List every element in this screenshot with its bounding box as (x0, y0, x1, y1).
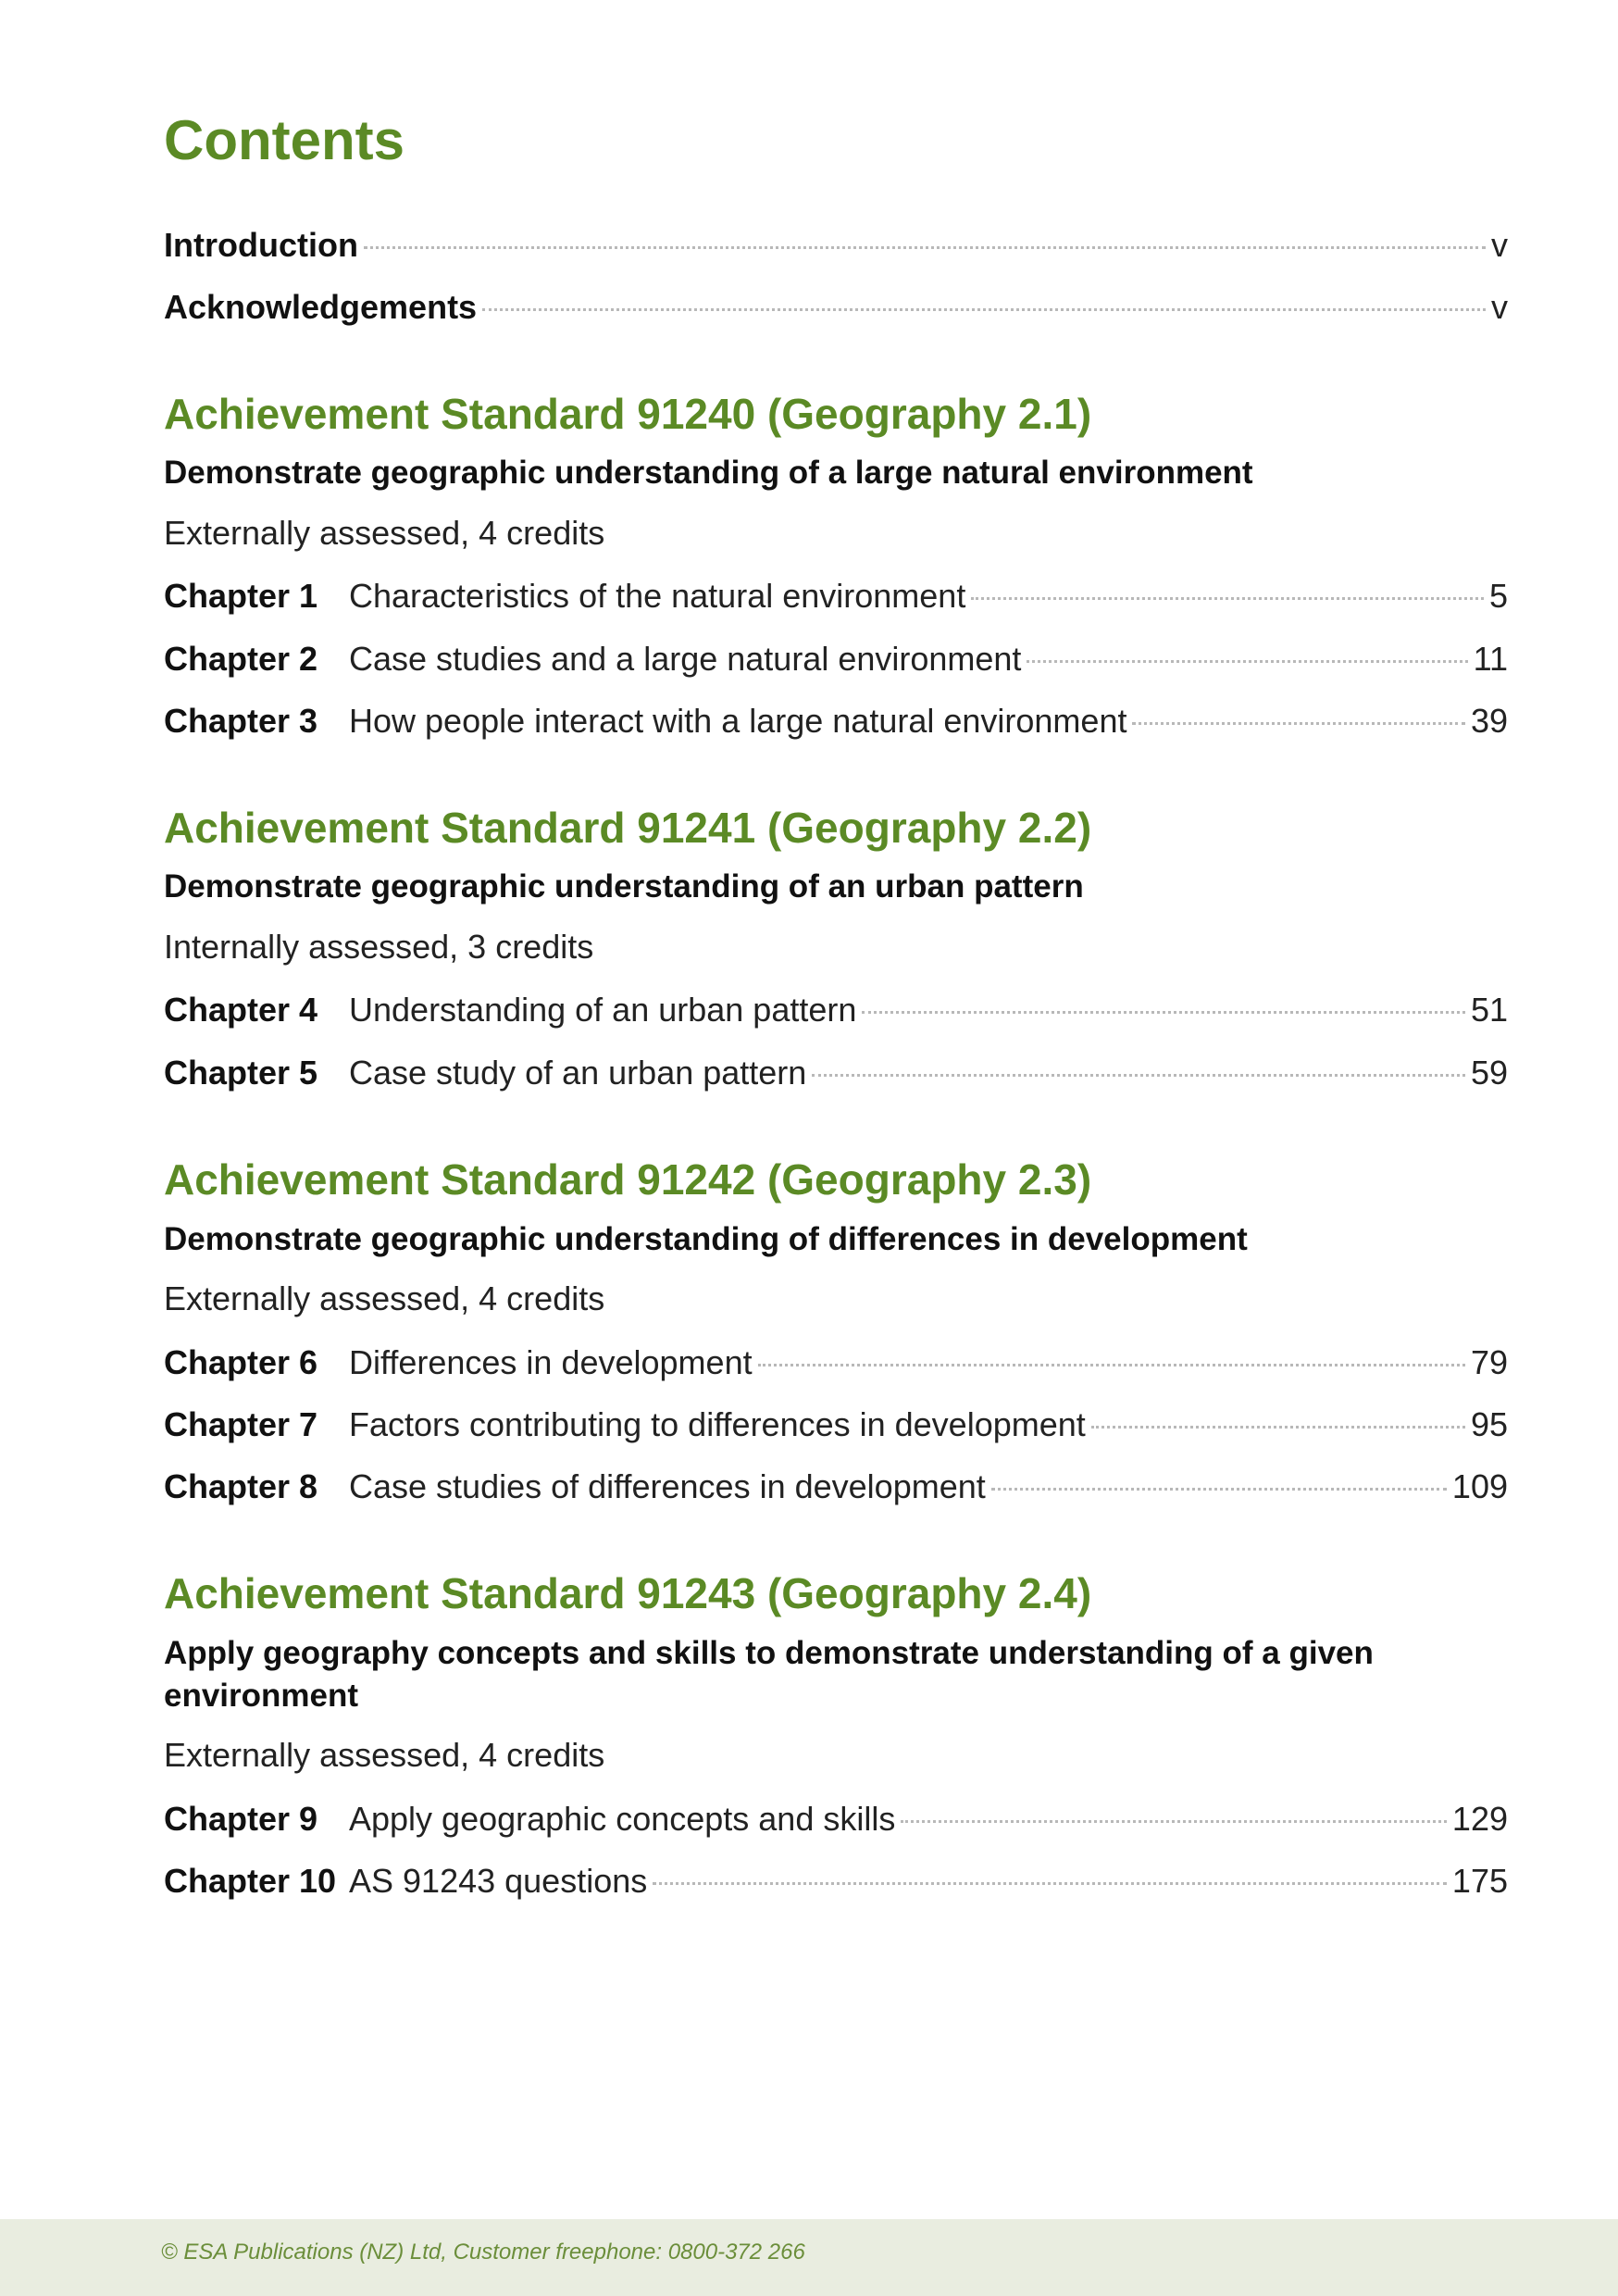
standard-subtitle: Demonstrate geographic understanding of an urban pattern (164, 868, 1084, 905)
chapter-title: Apply geographic concepts and skills (349, 1800, 896, 1838)
toc-entry-chapter-4[interactable] (164, 987, 1508, 1033)
chapter-title: Case studies of differences in development (349, 1467, 986, 1505)
page-number: 95 (1470, 1405, 1508, 1443)
chapter-label: Chapter 8 (164, 1467, 318, 1505)
dot-leader (971, 597, 1484, 600)
footer-copyright: © ESA Publications (NZ) Ltd, Customer freephone: 0800-372 266 (161, 2240, 805, 2265)
toc-entry-label: Introduction (164, 226, 358, 264)
page-number: 175 (1451, 1862, 1508, 1900)
chapter-title: Characteristics of the natural environment (349, 577, 966, 615)
dot-leader (991, 1488, 1447, 1491)
chapter-label: Chapter 9 (164, 1800, 318, 1838)
chapter-label: Chapter 7 (164, 1405, 318, 1443)
dot-leader (1132, 722, 1464, 725)
chapter-title: Case studies and a large natural environment (349, 640, 1022, 678)
toc-entry-introduction[interactable] (164, 222, 1508, 268)
toc-entry-chapter-5[interactable] (164, 1050, 1508, 1096)
page-number: 129 (1451, 1800, 1508, 1838)
chapter-title: Understanding of an urban pattern (349, 991, 857, 1029)
dot-leader (1027, 660, 1467, 663)
assessment-info: Externally assessed, 4 credits (164, 1736, 605, 1774)
chapter-title: Case study of an urban pattern (349, 1054, 807, 1092)
dot-leader (653, 1882, 1447, 1885)
toc-entry-chapter-3[interactable] (164, 698, 1508, 744)
chapter-title: AS 91243 questions (349, 1862, 648, 1900)
footer-band (0, 2219, 1618, 2296)
assessment-info: Externally assessed, 4 credits (164, 514, 605, 552)
page-title: Contents (164, 109, 404, 171)
dot-leader (901, 1820, 1447, 1823)
dot-leader (364, 246, 1486, 249)
dot-leader (812, 1074, 1465, 1077)
chapter-label: Chapter 6 (164, 1343, 318, 1381)
page-number: 5 (1488, 577, 1508, 615)
chapter-label: Chapter 2 (164, 640, 318, 678)
chapter-label: Chapter 10 (164, 1862, 337, 1900)
chapter-title: Differences in development (349, 1343, 753, 1381)
toc-entry-acknowledgements[interactable] (164, 284, 1508, 331)
standard-subtitle: Demonstrate geographic understanding of differences in development (164, 1221, 1248, 1257)
standard-heading: Achievement Standard 91243 (Geography 2.4) (164, 1569, 1092, 1617)
toc-entry-chapter-9[interactable] (164, 1796, 1508, 1842)
dot-leader (862, 1011, 1465, 1014)
standard-subtitle: Apply geography concepts and skills to demonstrate understanding of a given environment (164, 1635, 1374, 1714)
standard-subtitle: Demonstrate geographic understanding of a large natural environment (164, 455, 1253, 491)
chapter-label: Chapter 5 (164, 1054, 318, 1092)
standard-heading: Achievement Standard 91240 (Geography 2.1) (164, 390, 1092, 438)
page-number: 59 (1470, 1054, 1508, 1092)
page-number: 11 (1473, 640, 1508, 678)
toc-entry-chapter-2[interactable] (164, 636, 1508, 682)
page-number: v (1491, 288, 1508, 326)
toc-entry-chapter-7[interactable] (164, 1402, 1508, 1448)
toc-entry-label: Acknowledgements (164, 288, 478, 326)
assessment-info: Externally assessed, 4 credits (164, 1279, 605, 1317)
chapter-title: Factors contributing to differences in development (349, 1405, 1086, 1443)
standard-heading: Achievement Standard 91242 (Geography 2.3) (164, 1155, 1092, 1204)
page-number: 79 (1470, 1343, 1508, 1381)
dot-leader (482, 308, 1486, 311)
chapter-label: Chapter 3 (164, 702, 318, 740)
chapter-title: How people interact with a large natural environment (349, 702, 1127, 740)
page-number: 109 (1451, 1467, 1508, 1505)
page-number: 51 (1470, 991, 1508, 1029)
assessment-info: Internally assessed, 3 credits (164, 928, 594, 966)
dot-leader (1091, 1426, 1465, 1429)
toc-entry-chapter-8[interactable] (164, 1464, 1508, 1510)
toc-entry-chapter-1[interactable] (164, 573, 1508, 619)
toc-entry-chapter-6[interactable] (164, 1340, 1508, 1386)
toc-entry-chapter-10[interactable] (164, 1858, 1508, 1904)
dot-leader (758, 1364, 1465, 1366)
page-number: v (1491, 226, 1508, 264)
chapter-label: Chapter 4 (164, 991, 318, 1029)
page-number: 39 (1470, 702, 1508, 740)
chapter-label: Chapter 1 (164, 577, 318, 615)
standard-heading: Achievement Standard 91241 (Geography 2.2) (164, 804, 1092, 852)
